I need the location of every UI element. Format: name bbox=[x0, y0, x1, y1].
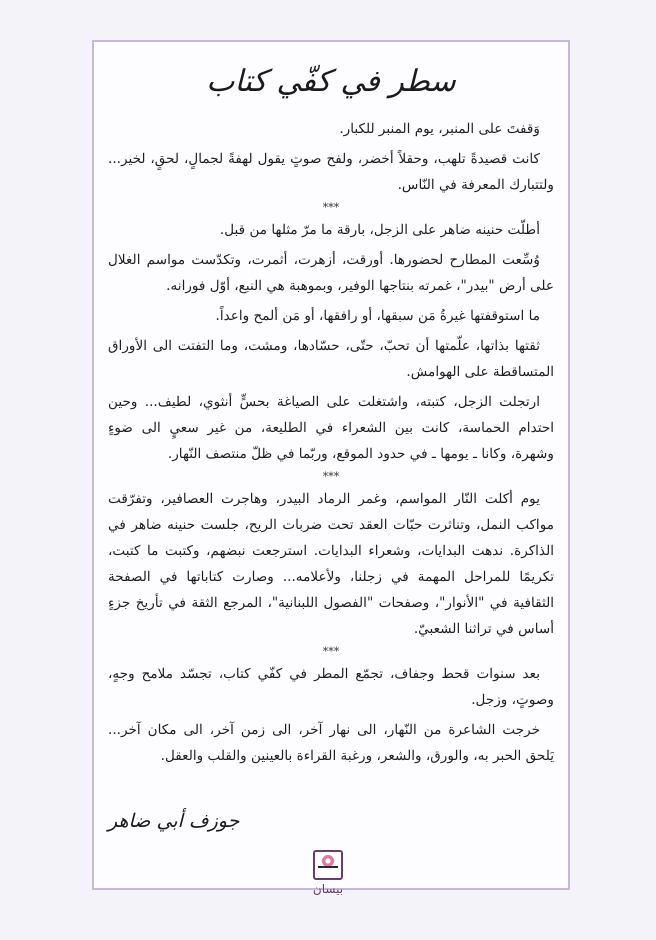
page-frame bbox=[92, 40, 570, 890]
paragraph: كانت قصيدةً تلهب، وحقلاً أخضر، ولفح صوتٍ يقول لهفةً لجمالٍ، لحقٍ، لخير... ولتتبارك المعرفة في النّاس. bbox=[108, 151, 554, 193]
body-text bbox=[108, 116, 554, 773]
paragraph: أطلّت حنينه ضاهر على الزجل، بارقة ما مرّ مثلها من قبل. bbox=[219, 222, 540, 238]
paragraph: ما استوقفتها غيرةُ مَن سبقها، أو رافقها، أو مَن ألمح واعداً. bbox=[215, 308, 540, 324]
paragraph: خرجت الشاعرة من النّهار، الى نهار آخر، الى زمن آخر، الى مكان آخر... يَلحق الحبر به، والورق، والشعر، ورغبة القراءة بالعينين والقلب والعقل. bbox=[108, 722, 554, 764]
page-title: سطر في كفّي كتاب bbox=[206, 64, 456, 99]
section-separator: *** bbox=[322, 645, 340, 658]
publisher-name: بيسان bbox=[312, 882, 344, 896]
section-separator: *** bbox=[322, 201, 340, 214]
publisher-logo bbox=[305, 850, 351, 900]
author-signature: جوزف أبي ضاهر bbox=[108, 810, 240, 832]
paragraph: وُسِّعت المطارح لحضورها. أورقت، أزهرت، أثمرت، وتكدّست مواسم الغلال على أرض "بيدر"، غمرته بنتاجها الوفير، وبموهبة هي النبع، أوّل فورانه. bbox=[108, 252, 554, 294]
paragraph: يوم أكلت النّار المواسم، وغمر الرماد البيدر، وهاجرت العصافير، وتفرّقت مواكب النمل، وتناثرت حبّات العقد تحت ضربات الريح، جلست حنينه ضاهر في الذاكرة. ندهت البدايات، وشعراء البدايات. استرجعت نبضهم، وكتبت ما كتبت، تكريمًا للمراحل المهمة في زجلنا، ولأعلامه... وصارت كتاباتها في الصفحة الثقافية في "الأنوار"، وصفحات "الفصول اللبنانية"، المرجع الثقة في تأريخ جزءٍ أساس في تراثنا الشعبيّ. bbox=[108, 491, 554, 637]
paragraph: وَقفتَ على المنبر، يوم المنبر للكبار. bbox=[339, 121, 540, 137]
paragraph: ارتجلت الزجل، كتبته، واشتغلت على الصياغة بحسٍّ أنثوي، لطيف... وحين احتدام الحماسة، كانت بين الشعراء في الطليعة، من غير سعيٍ الى ضوءٍ وشهرة، وكانا ـ يومها ـ في حدود الموقع، وربّما في ظلّ منتصف النّهار. bbox=[108, 394, 554, 462]
paragraph: بعد سنوات قحط وجفاف، تجمّع المطر في كفّي كتاب، تجسّد ملامح وجهٍ، وصوتٍ، وزجل. bbox=[108, 666, 554, 708]
flower-book-icon bbox=[313, 850, 343, 880]
paragraph: ثقتها بذاتها، علّمتها أن تحبّ، حتّى، حسّادها، ومشت، وما التفتت الى الأوراق المتساقطة على الهوامش. bbox=[108, 338, 554, 380]
section-separator: *** bbox=[322, 470, 340, 483]
